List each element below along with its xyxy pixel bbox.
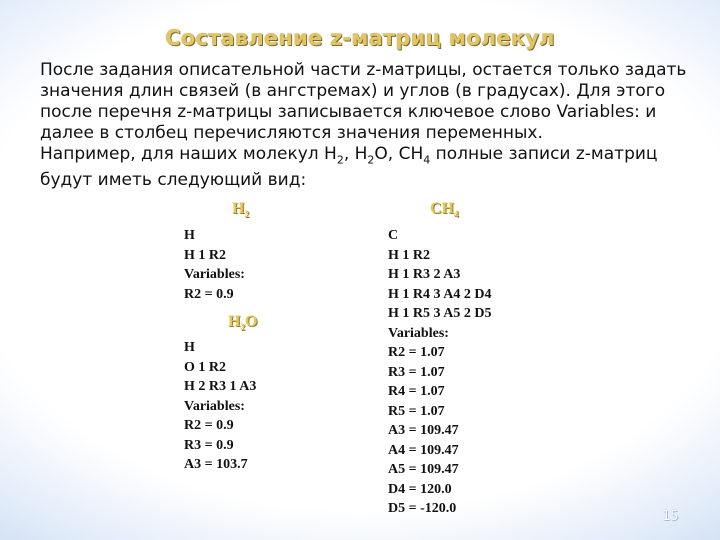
zmatrix-line: R5 = 1.07	[388, 403, 445, 419]
zmatrix-line: H	[184, 228, 195, 243]
zmatrix-line: H 1 R5 3 A5 2 D5	[388, 306, 492, 321]
zmatrix-line: H 1 R3 2 A3	[388, 267, 461, 282]
ch4-label	[430, 200, 459, 219]
zmatrix-line: R2 = 0.9	[184, 286, 234, 302]
subscript: 2	[336, 153, 344, 167]
zmatrix-line: C	[388, 228, 399, 243]
subscript: 2	[367, 153, 375, 167]
intro-text-part: O, CH	[374, 144, 424, 164]
intro-paragraph-2	[40, 144, 700, 191]
intro-text	[40, 60, 700, 191]
zmatrix-line: R4 = 1.07	[388, 384, 445, 399]
subscript: 2	[240, 322, 245, 333]
zmatrix-line: H 2 R3 1 A3	[184, 379, 257, 394]
zmatrix-line: H 1 R4 3 A4 2 D4	[388, 286, 492, 302]
zmatrix-line: A3 = 109.47	[388, 423, 459, 438]
zmatrix-line: Variables:	[388, 325, 449, 341]
intro-text-part: , H	[343, 144, 368, 164]
zmatrix-line: O 1 R2	[184, 359, 226, 375]
label-text: O	[244, 313, 258, 330]
h2o-zmatrix	[184, 338, 256, 475]
h2-label	[232, 200, 249, 219]
intro-text-part: Например, для наших молекул H	[40, 144, 337, 164]
slide-title: Составление z-матриц молекул	[165, 26, 555, 50]
zmatrix-line: D4 = 120.0	[388, 481, 452, 497]
zmatrix-line: H	[184, 340, 195, 355]
intro-text-part: полные записи z-матриц будут иметь следующий вид:	[40, 144, 658, 191]
zmatrix-line: A3 = 103.7	[184, 457, 248, 472]
zmatrix-line: R2 = 1.07	[388, 345, 445, 360]
h2-zmatrix	[184, 226, 245, 304]
ch4-zmatrix	[388, 226, 491, 519]
zmatrix-line: A4 = 109.47	[388, 442, 459, 458]
zmatrix-line: R3 = 0.9	[184, 437, 234, 453]
zmatrix-line: A5 = 109.47	[388, 462, 459, 477]
subscript: 2	[244, 209, 249, 220]
zmatrix-line: R3 = 1.07	[388, 364, 445, 380]
zmatrix-line: Variables:	[184, 267, 245, 282]
subscript: 4	[423, 153, 431, 167]
page-number: 15	[662, 509, 679, 524]
intro-paragraph-1: После задания описательной части z-матрицы, остается только задать значения длин связей (в ангстремах) и углов (в градусах). Для этого после перечня z-матрицы записывается ключевое слово Variables: и далее в столбец перечисляются значения переменных.	[40, 60, 687, 143]
zmatrix-line: D5 = -120.0	[388, 501, 457, 516]
zmatrix-line: H 1 R2	[184, 247, 226, 263]
label-text: H	[228, 313, 241, 330]
h2o-label	[228, 313, 257, 332]
label-text: H	[232, 200, 245, 217]
zmatrix-line: R2 = 0.9	[184, 418, 234, 433]
subscript: 4	[454, 209, 459, 220]
zmatrix-line: H 1 R2	[388, 247, 430, 263]
zmatrix-line: Variables:	[184, 398, 245, 414]
label-text: CH	[430, 200, 454, 217]
